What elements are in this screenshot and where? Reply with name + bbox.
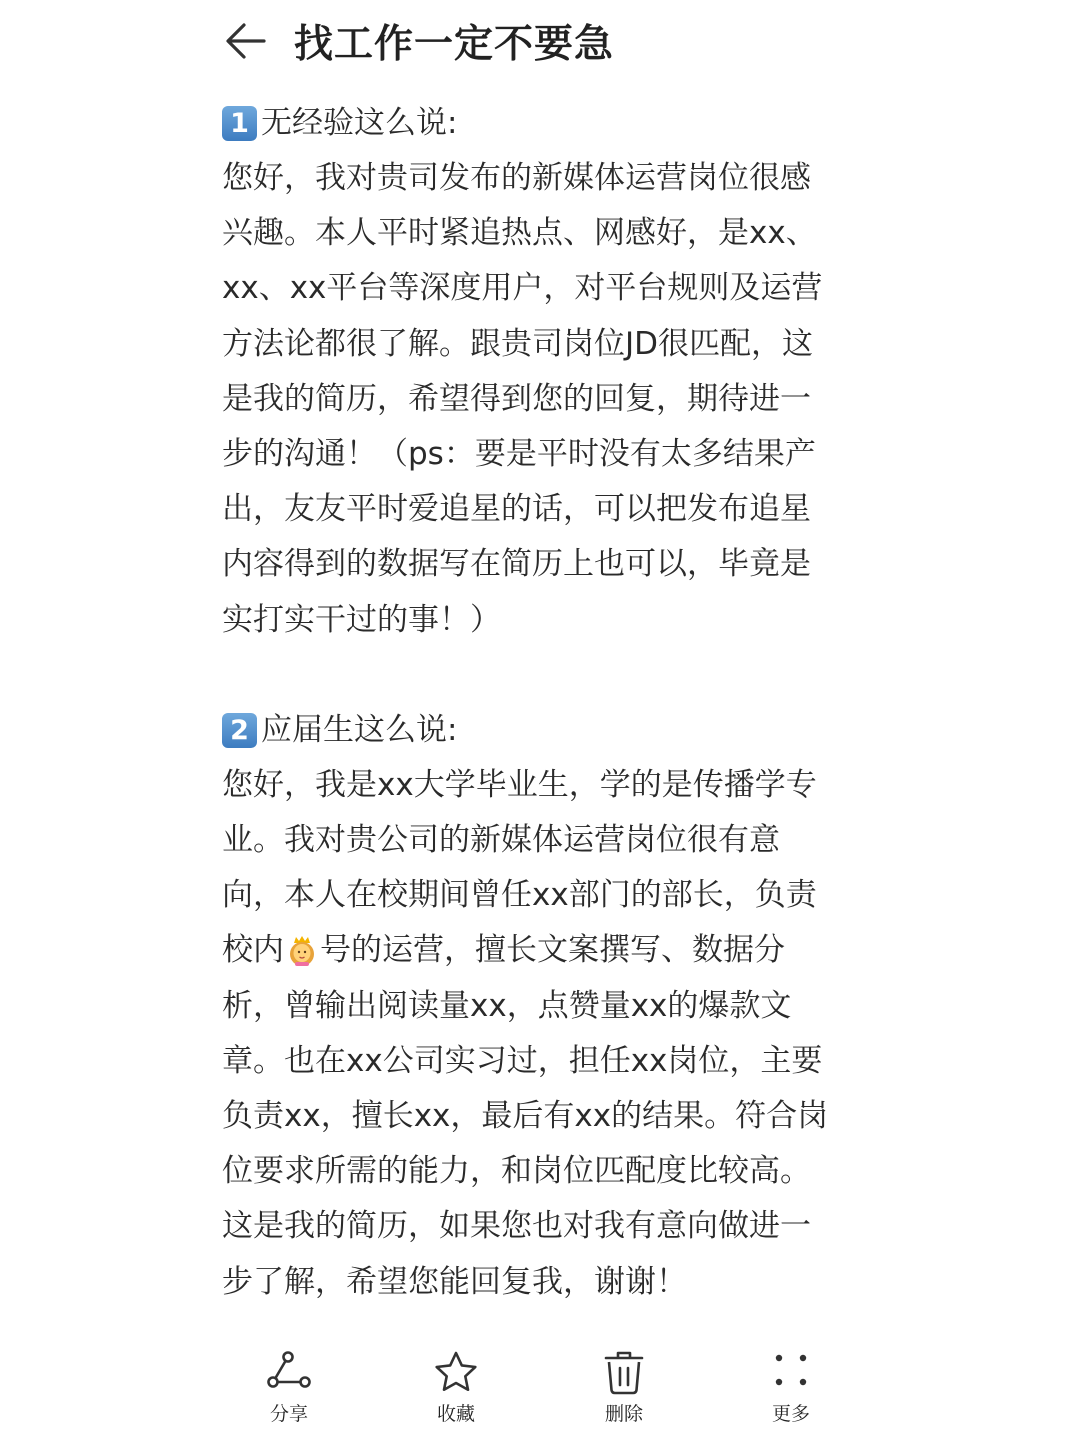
paragraph-line: 出，友友平时爱追星的话，可以把发布追星 — [222, 491, 811, 528]
emoji-line-prefix: 校内 — [222, 932, 284, 969]
paragraph-line: xx、xx平台等深度用户，对平台规则及运营 — [222, 270, 823, 307]
share-icon — [264, 1348, 314, 1398]
section-heading-label: 应届生这么说: — [261, 711, 458, 748]
section-heading-label: 无经验这么说: — [261, 105, 458, 141]
emoji-line-suffix: 号的运营，擅长文案撰写、数据分 — [320, 932, 785, 969]
share-label: 分享 — [269, 1403, 308, 1425]
paragraph-line-with-emoji — [222, 923, 862, 978]
share-button[interactable] — [229, 1348, 349, 1426]
paragraph-line: 这是我的简历，如果您也对我有意向做进一 — [222, 1208, 811, 1245]
favorite-label: 收藏 — [436, 1403, 475, 1425]
paragraph-line: 步了解，希望您能回复我，谢谢！ — [222, 1263, 687, 1300]
bottom-action-bar — [0, 1348, 1080, 1440]
paragraph-line: 位要求所需的能力，和岗位匹配度比较高。 — [222, 1153, 811, 1190]
paragraph-line: 方法论都很了解。跟贵司岗位JD很匹配，这 — [222, 325, 814, 362]
paragraph-line: 向，本人在校期间曾任xx部门的部长，负责 — [222, 877, 817, 914]
arrow-left-icon — [222, 18, 268, 64]
back-button[interactable] — [222, 18, 268, 64]
paragraph-line: 业。我对贵公司的新媒体运营岗位很有意 — [222, 822, 780, 859]
more-label: 更多 — [771, 1403, 810, 1425]
delete-button[interactable] — [564, 1348, 684, 1426]
star-icon — [431, 1348, 481, 1398]
section-heading-graduate — [222, 703, 862, 758]
note-content — [222, 96, 862, 1310]
number-2-badge: 2 — [222, 713, 257, 748]
more-button[interactable] — [731, 1348, 851, 1426]
number-1-badge: 1 — [222, 106, 257, 141]
paragraph-line: 您好，我是xx大学毕业生，学的是传播学专 — [222, 766, 817, 803]
paragraph-line: 实打实干过的事！） — [222, 601, 501, 638]
delete-label: 删除 — [604, 1403, 643, 1425]
paragraph-line: 负责xx，擅长xx，最后有xx的结果。符合岗 — [222, 1098, 829, 1135]
paragraph-line: 章。也在xx公司实习过，担任xx岗位，主要 — [222, 1042, 823, 1079]
trash-icon — [599, 1348, 649, 1398]
paragraph-line: 您好，我对贵司发布的新媒体运营岗位很感 — [222, 160, 811, 196]
paragraph-line: 析，曾输出阅读量xx，点赞量xx的爆款文 — [222, 987, 792, 1024]
page-title: 找工作一定不要急 — [294, 22, 615, 67]
paragraph-line: 兴趣。本人平时紧追热点、网感好，是xx、 — [222, 215, 817, 252]
paragraph-line: 步的沟通！（ps：要是平时没有太多结果产 — [222, 436, 816, 473]
section-spacer — [222, 648, 862, 703]
princess-emoji-icon — [287, 934, 317, 966]
paragraph-line: 内容得到的数据写在简历上也可以，毕竟是 — [222, 546, 811, 583]
section-paragraph-no-experience — [222, 151, 862, 648]
more-dots-icon — [766, 1348, 816, 1398]
section-heading-no-experience — [222, 96, 862, 151]
favorite-button[interactable] — [396, 1348, 516, 1426]
section-paragraph-graduate — [222, 758, 862, 1310]
page-header — [222, 10, 614, 72]
paragraph-line: 是我的简历，希望得到您的回复，期待进一 — [222, 380, 811, 417]
